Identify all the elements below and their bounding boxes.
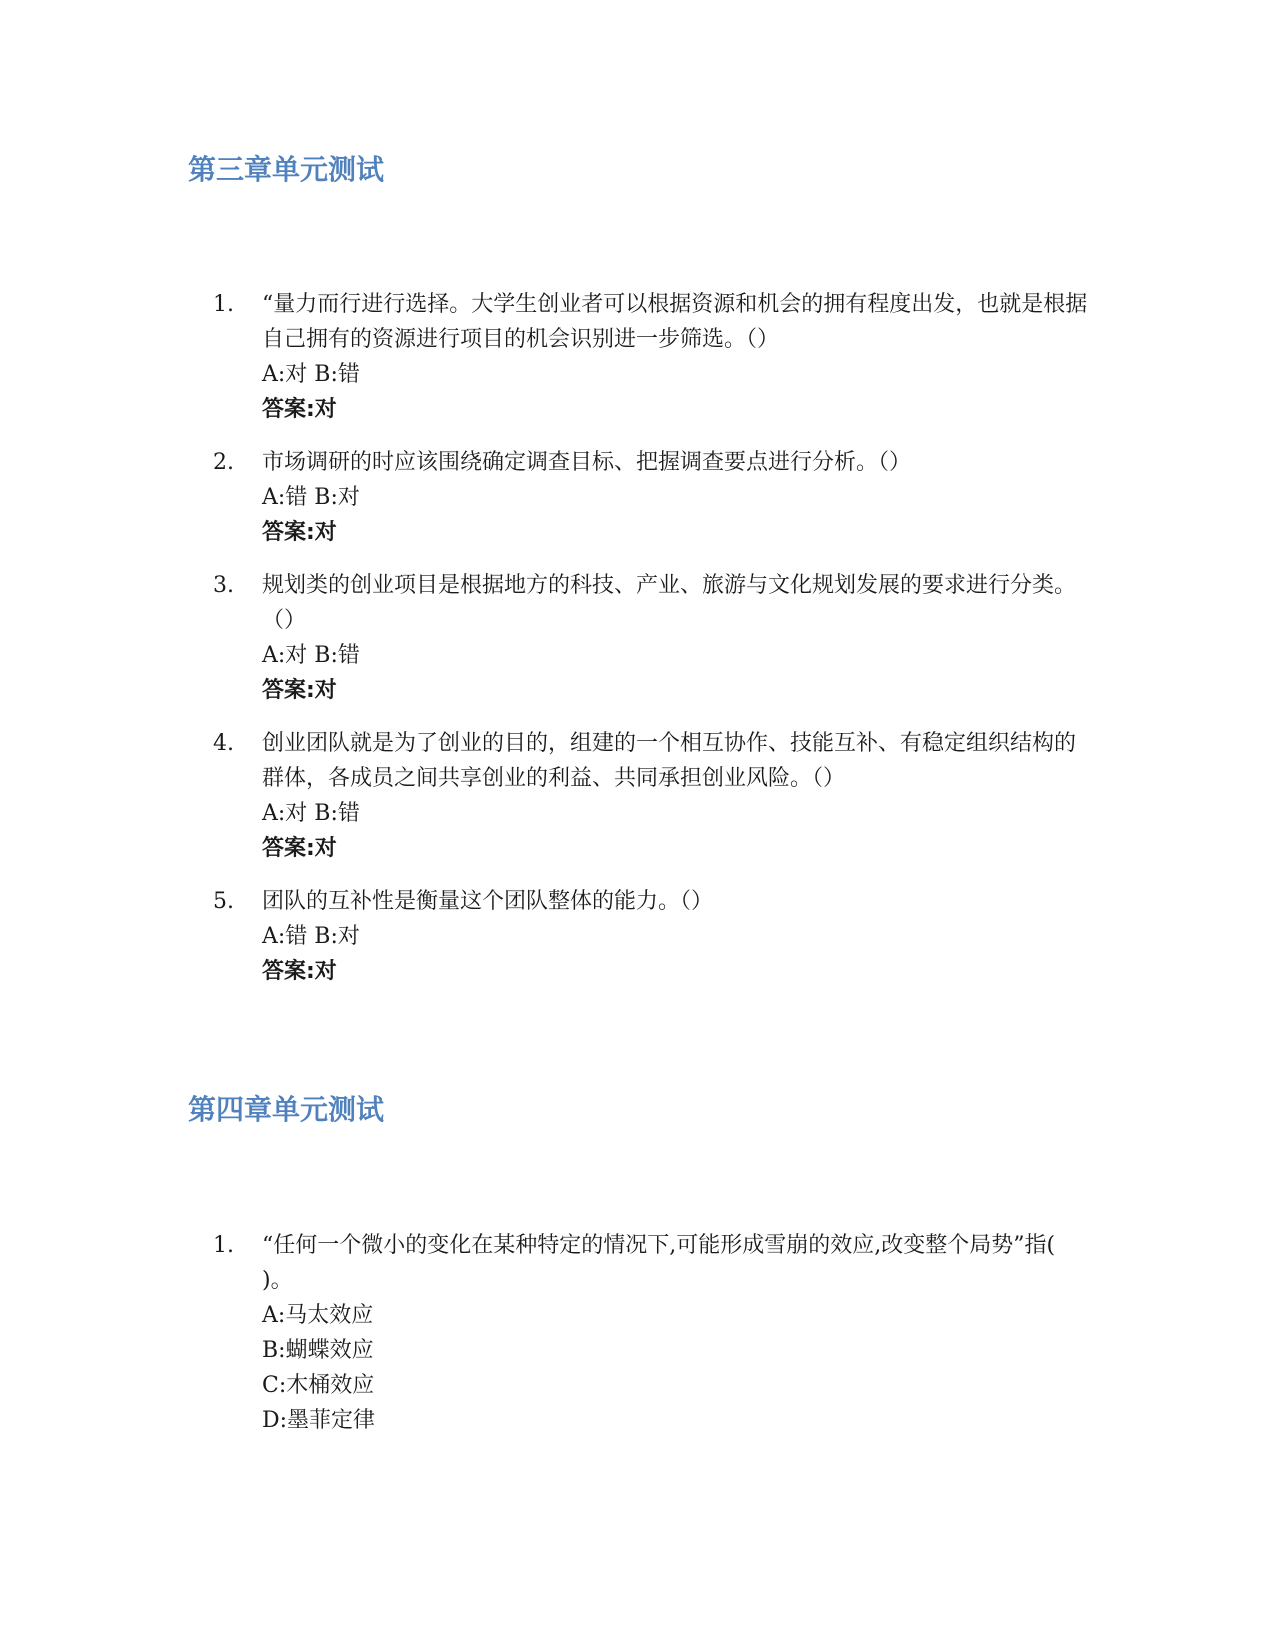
question-option-c: C:木桶效应 — [262, 1373, 375, 1398]
chapter-title: 第四章单元测试 — [188, 1093, 385, 1126]
question-text: 创业团队就是为了创业的目的，组建的一个相互协作、技能互补、有稳定组织结构的群体，各成员之间共享创业的利益、共同承担创业风险。（） — [262, 731, 1077, 791]
question-list — [0, 287, 1275, 1007]
question-options: A:错 B:对 — [262, 924, 360, 949]
question-answer: 答案:对 — [262, 520, 337, 545]
question-number: 2. — [213, 450, 234, 475]
question-answer: 答案:对 — [262, 836, 337, 861]
question-number: 3. — [213, 573, 234, 598]
question-options: A:对 B:错 — [262, 362, 360, 387]
question-number: 5. — [213, 889, 234, 914]
question-number: 1. — [213, 292, 234, 317]
question-item — [0, 1228, 1092, 1438]
question-option-b: B:蝴蝶效应 — [262, 1338, 374, 1363]
question-options: A:对 B:错 — [262, 801, 360, 826]
question-item — [0, 884, 1092, 989]
question-answer: 答案:对 — [262, 678, 337, 703]
question-text: “量力而行进行选择。大学生创业者可以根据资源和机会的拥有程度出发，也就是根据自己拥有的资源进行项目的机会识别进一步筛选。（） — [262, 292, 1088, 352]
question-text: 团队的互补性是衡量这个团队整体的能力。（） — [262, 889, 714, 914]
question-number: 1. — [213, 1233, 234, 1258]
question-options: A:对 B:错 — [262, 643, 360, 668]
question-answer: 答案:对 — [262, 397, 337, 422]
question-options: A:错 B:对 — [262, 485, 360, 510]
chapter-title: 第三章单元测试 — [188, 153, 385, 186]
question-item — [0, 287, 1092, 427]
question-item — [0, 726, 1092, 866]
question-answer: 答案:对 — [262, 959, 337, 984]
question-text: 市场调研的时应该围绕确定调查目标、把握调查要点进行分析。（） — [262, 450, 912, 475]
question-text: 规划类的创业项目是根据地方的科技、产业、旅游与文化规划发展的要求进行分类。（） — [262, 573, 1077, 633]
question-option-a: A:马太效应 — [262, 1303, 374, 1328]
question-option-d: D:墨菲定律 — [262, 1408, 376, 1433]
question-number: 4. — [213, 731, 234, 756]
question-item — [0, 445, 1092, 550]
question-list — [0, 1228, 1275, 1456]
question-text: “任何一个微小的变化在某种特定的情况下,可能形成雪崩的效应,改变整个局势”指( )。 — [262, 1233, 1056, 1293]
question-item — [0, 568, 1092, 708]
